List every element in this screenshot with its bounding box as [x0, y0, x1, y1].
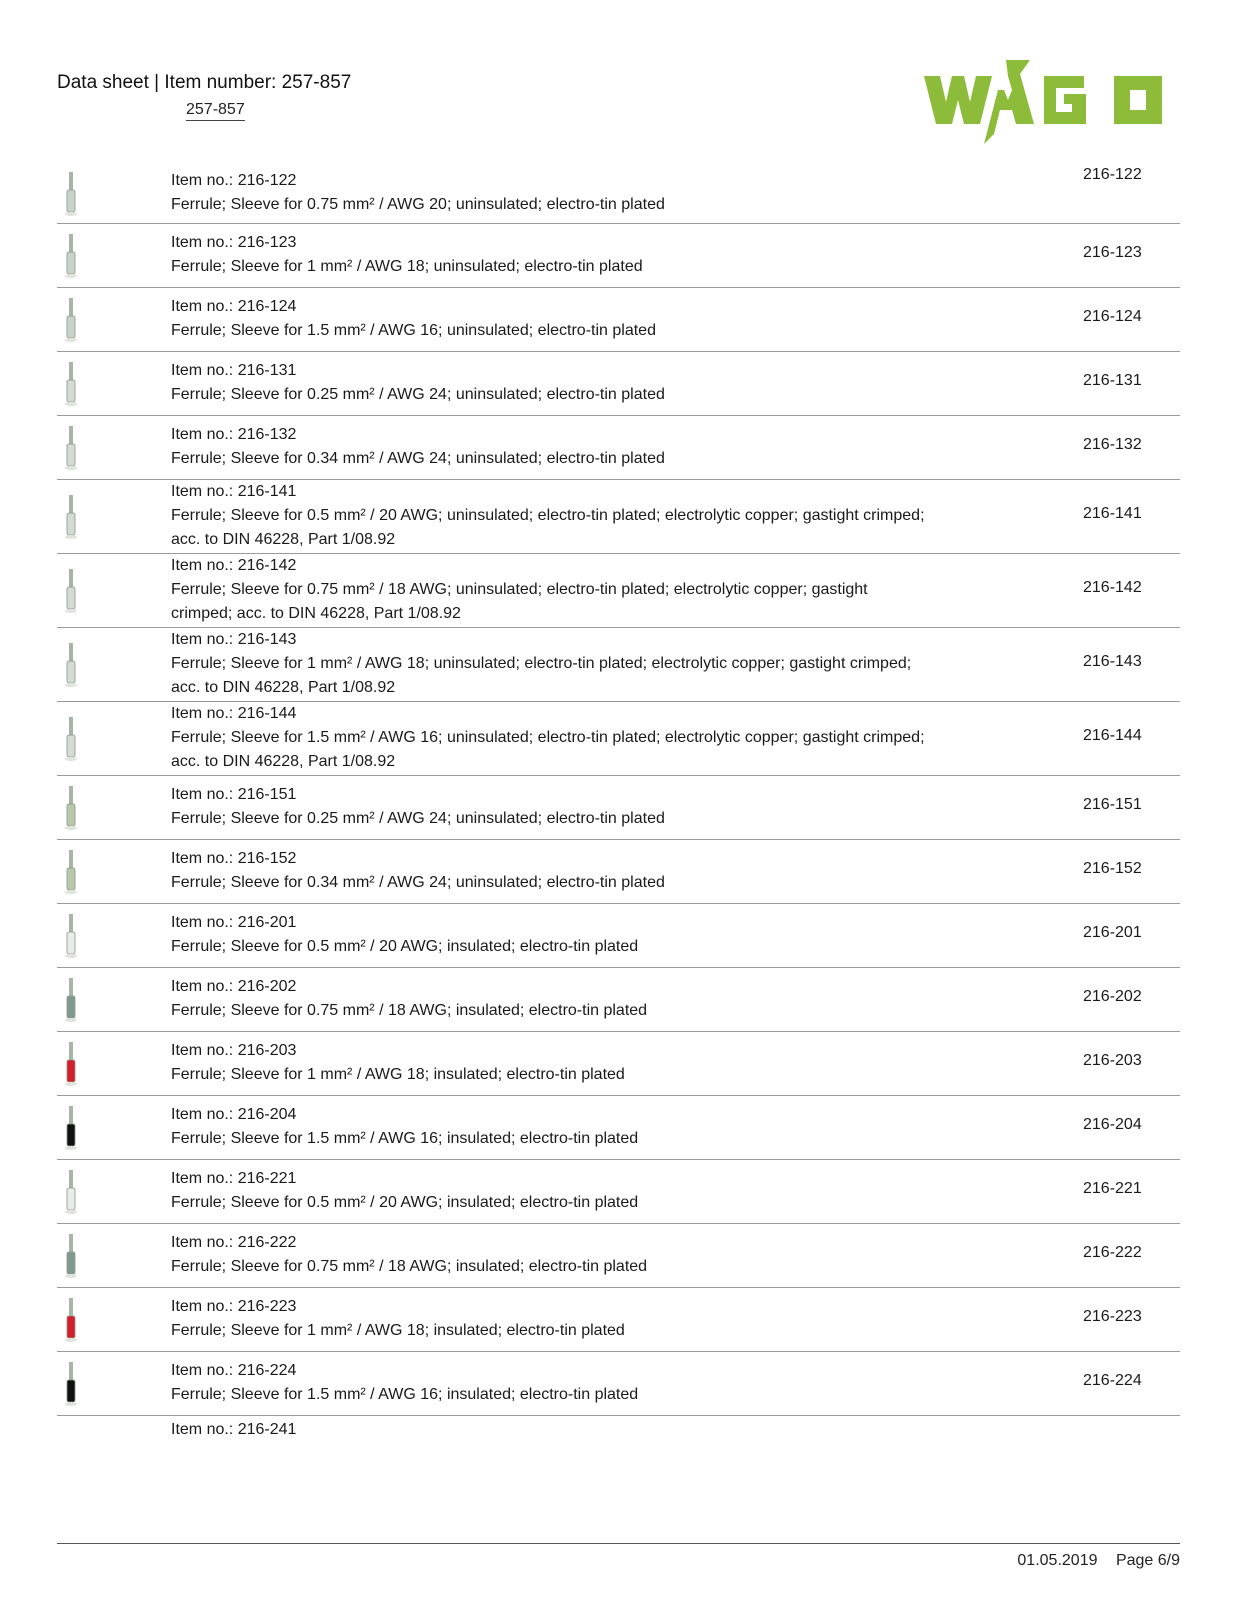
item-title: Item no.: 216-123	[171, 234, 297, 251]
table-row	[57, 968, 1180, 1032]
item-part-number: 216-223	[1083, 1308, 1142, 1325]
item-part-number: 216-152	[1083, 860, 1142, 877]
ferrule-icon	[61, 493, 81, 541]
item-title: Item no.: 216-142	[171, 557, 297, 574]
item-text: Ferrule; Sleeve for 0.5 mm² / 20 AWG; insulated; electro-tin plated	[171, 938, 639, 955]
item-part-number: 216-131	[1083, 372, 1142, 389]
table-row	[57, 702, 1180, 776]
item-description	[171, 231, 931, 279]
item-description	[171, 783, 931, 831]
items-table	[57, 164, 1180, 1456]
footer-page: Page 6/9	[1115, 1552, 1180, 1569]
table-row	[57, 554, 1180, 628]
item-text: Ferrule; Sleeve for 1 mm² / AWG 18; uninsulated; electro-tin plated	[171, 258, 643, 275]
item-text: Ferrule; Sleeve for 1 mm² / AWG 18; insulated; electro-tin plated	[171, 1066, 625, 1083]
item-title: Item no.: 216-151	[171, 786, 297, 803]
table-row	[57, 416, 1180, 480]
item-description	[171, 1167, 931, 1215]
item-text: Ferrule; Sleeve for 1.5 mm² / AWG 16; uninsulated; electro-tin plated; electrolytic copper; gastight crimped; acc. to DIN 46228, Part 1/08.92	[171, 729, 925, 770]
table-row	[57, 628, 1180, 702]
item-part-number: 216-144	[1083, 727, 1142, 744]
table-row	[57, 904, 1180, 968]
footer-date: 01.05.2019	[1017, 1552, 1098, 1569]
ferrule-icon	[61, 232, 81, 280]
ferrule-icon	[61, 1232, 81, 1280]
item-title: Item no.: 216-124	[171, 298, 297, 315]
table-row	[57, 1096, 1180, 1160]
ferrule-icon	[61, 1296, 81, 1344]
item-title: Item no.: 216-241	[171, 1421, 297, 1438]
item-description	[171, 1039, 931, 1087]
item-part-number: 216-132	[1083, 436, 1142, 453]
item-description	[171, 554, 931, 626]
item-title: Item no.: 216-204	[171, 1106, 297, 1123]
table-row	[57, 288, 1180, 352]
item-description	[171, 359, 931, 407]
item-description	[171, 423, 931, 471]
item-text: Ferrule; Sleeve for 0.34 mm² / AWG 24; uninsulated; electro-tin plated	[171, 450, 665, 467]
item-text: Ferrule; Sleeve for 0.25 mm² / AWG 24; uninsulated; electro-tin plated	[171, 810, 665, 827]
item-description	[171, 975, 931, 1023]
item-description	[171, 169, 931, 217]
item-part-number: 216-224	[1083, 1372, 1142, 1389]
table-row	[57, 1352, 1180, 1416]
item-title: Item no.: 216-131	[171, 362, 297, 379]
ferrule-icon	[61, 360, 81, 408]
table-row	[57, 1224, 1180, 1288]
footer	[1003, 1552, 1180, 1570]
table-row	[57, 1032, 1180, 1096]
item-part-number: 216-122	[1083, 166, 1142, 183]
ferrule-icon	[61, 784, 81, 832]
item-number-link[interactable]: 257-857	[186, 101, 245, 121]
item-description	[171, 628, 931, 700]
ferrule-icon	[61, 170, 81, 218]
item-title: Item no.: 216-152	[171, 850, 297, 867]
footer-divider	[57, 1543, 1180, 1544]
item-text: Ferrule; Sleeve for 1.5 mm² / AWG 16; insulated; electro-tin plated	[171, 1386, 639, 1403]
item-text: Ferrule; Sleeve for 0.75 mm² / 18 AWG; insulated; electro-tin plated	[171, 1258, 648, 1275]
ferrule-icon	[61, 976, 81, 1024]
table-row	[57, 480, 1180, 554]
item-text: Ferrule; Sleeve for 0.75 mm² / 18 AWG; insulated; electro-tin plated	[171, 1002, 648, 1019]
item-description	[171, 1295, 931, 1343]
ferrule-icon	[61, 1168, 81, 1216]
item-text: Ferrule; Sleeve for 0.34 mm² / AWG 24; uninsulated; electro-tin plated	[171, 874, 665, 891]
ferrule-icon	[61, 848, 81, 896]
ferrule-icon	[61, 641, 81, 689]
item-description	[171, 480, 931, 552]
item-text: Ferrule; Sleeve for 1.5 mm² / AWG 16; insulated; electro-tin plated	[171, 1130, 639, 1147]
item-title: Item no.: 216-141	[171, 483, 297, 500]
item-title: Item no.: 216-144	[171, 705, 297, 722]
item-part-number: 216-151	[1083, 796, 1142, 813]
item-title: Item no.: 216-201	[171, 914, 297, 931]
item-description	[171, 847, 931, 895]
item-title: Item no.: 216-203	[171, 1042, 297, 1059]
item-description	[171, 1359, 931, 1407]
table-row	[57, 164, 1180, 224]
table-row	[57, 1416, 1180, 1456]
item-title: Item no.: 216-202	[171, 978, 297, 995]
table-row	[57, 1288, 1180, 1352]
table-row	[57, 1160, 1180, 1224]
page-title: Data sheet | Item number: 257-857	[57, 72, 352, 93]
ferrule-icon	[61, 715, 81, 763]
ferrule-icon	[61, 1104, 81, 1152]
ferrule-icon	[61, 1040, 81, 1088]
item-title: Item no.: 216-122	[171, 172, 297, 189]
item-part-number: 216-141	[1083, 505, 1142, 522]
item-part-number: 216-204	[1083, 1116, 1142, 1133]
item-text: Ferrule; Sleeve for 0.25 mm² / AWG 24; uninsulated; electro-tin plated	[171, 386, 665, 403]
item-description	[171, 911, 931, 959]
item-title: Item no.: 216-224	[171, 1362, 297, 1379]
item-description	[171, 295, 931, 343]
item-title: Item no.: 216-132	[171, 426, 297, 443]
item-part-number: 216-201	[1083, 924, 1142, 941]
item-part-number: 216-203	[1083, 1052, 1142, 1069]
item-part-number: 216-202	[1083, 988, 1142, 1005]
item-text: Ferrule; Sleeve for 1.5 mm² / AWG 16; uninsulated; electro-tin plated	[171, 322, 656, 339]
ferrule-icon	[61, 296, 81, 344]
item-text: Ferrule; Sleeve for 0.5 mm² / 20 AWG; insulated; electro-tin plated	[171, 1194, 639, 1211]
item-description	[171, 1231, 931, 1279]
ferrule-icon	[61, 567, 81, 615]
item-title: Item no.: 216-143	[171, 631, 297, 648]
item-title: Item no.: 216-223	[171, 1298, 297, 1315]
item-title: Item no.: 216-221	[171, 1170, 297, 1187]
item-part-number: 216-124	[1083, 308, 1142, 325]
table-row	[57, 224, 1180, 288]
ferrule-icon	[61, 912, 81, 960]
item-part-number: 216-221	[1083, 1180, 1142, 1197]
ferrule-icon	[61, 424, 81, 472]
item-text: Ferrule; Sleeve for 0.5 mm² / 20 AWG; uninsulated; electro-tin plated; electrolytic copper; gastight crimped; acc. to DIN 46228, Part 1/08.92	[171, 507, 925, 548]
table-row	[57, 840, 1180, 904]
table-row	[57, 776, 1180, 840]
item-text: Ferrule; Sleeve for 0.75 mm² / 18 AWG; uninsulated; electro-tin plated; electrolytic copper; gastight crimped; acc. to DIN 46228, Part 1/08.92	[171, 581, 868, 622]
item-description	[171, 1103, 931, 1151]
item-part-number: 216-222	[1083, 1244, 1142, 1261]
item-part-number: 216-123	[1083, 244, 1142, 261]
item-title: Item no.: 216-222	[171, 1234, 297, 1251]
item-text: Ferrule; Sleeve for 1 mm² / AWG 18; insulated; electro-tin plated	[171, 1322, 625, 1339]
item-description	[171, 702, 931, 774]
item-text: Ferrule; Sleeve for 1 mm² / AWG 18; uninsulated; electro-tin plated; electrolytic copper; gastight crimped; acc. to DIN 46228, Part 1/08.92	[171, 655, 912, 696]
item-text: Ferrule; Sleeve for 0.75 mm² / AWG 20; uninsulated; electro-tin plated	[171, 196, 665, 213]
table-row	[57, 352, 1180, 416]
ferrule-icon	[61, 1360, 81, 1408]
item-part-number: 216-143	[1083, 653, 1142, 670]
wago-logo	[924, 60, 1180, 144]
item-description	[171, 1418, 931, 1442]
item-part-number: 216-142	[1083, 579, 1142, 596]
